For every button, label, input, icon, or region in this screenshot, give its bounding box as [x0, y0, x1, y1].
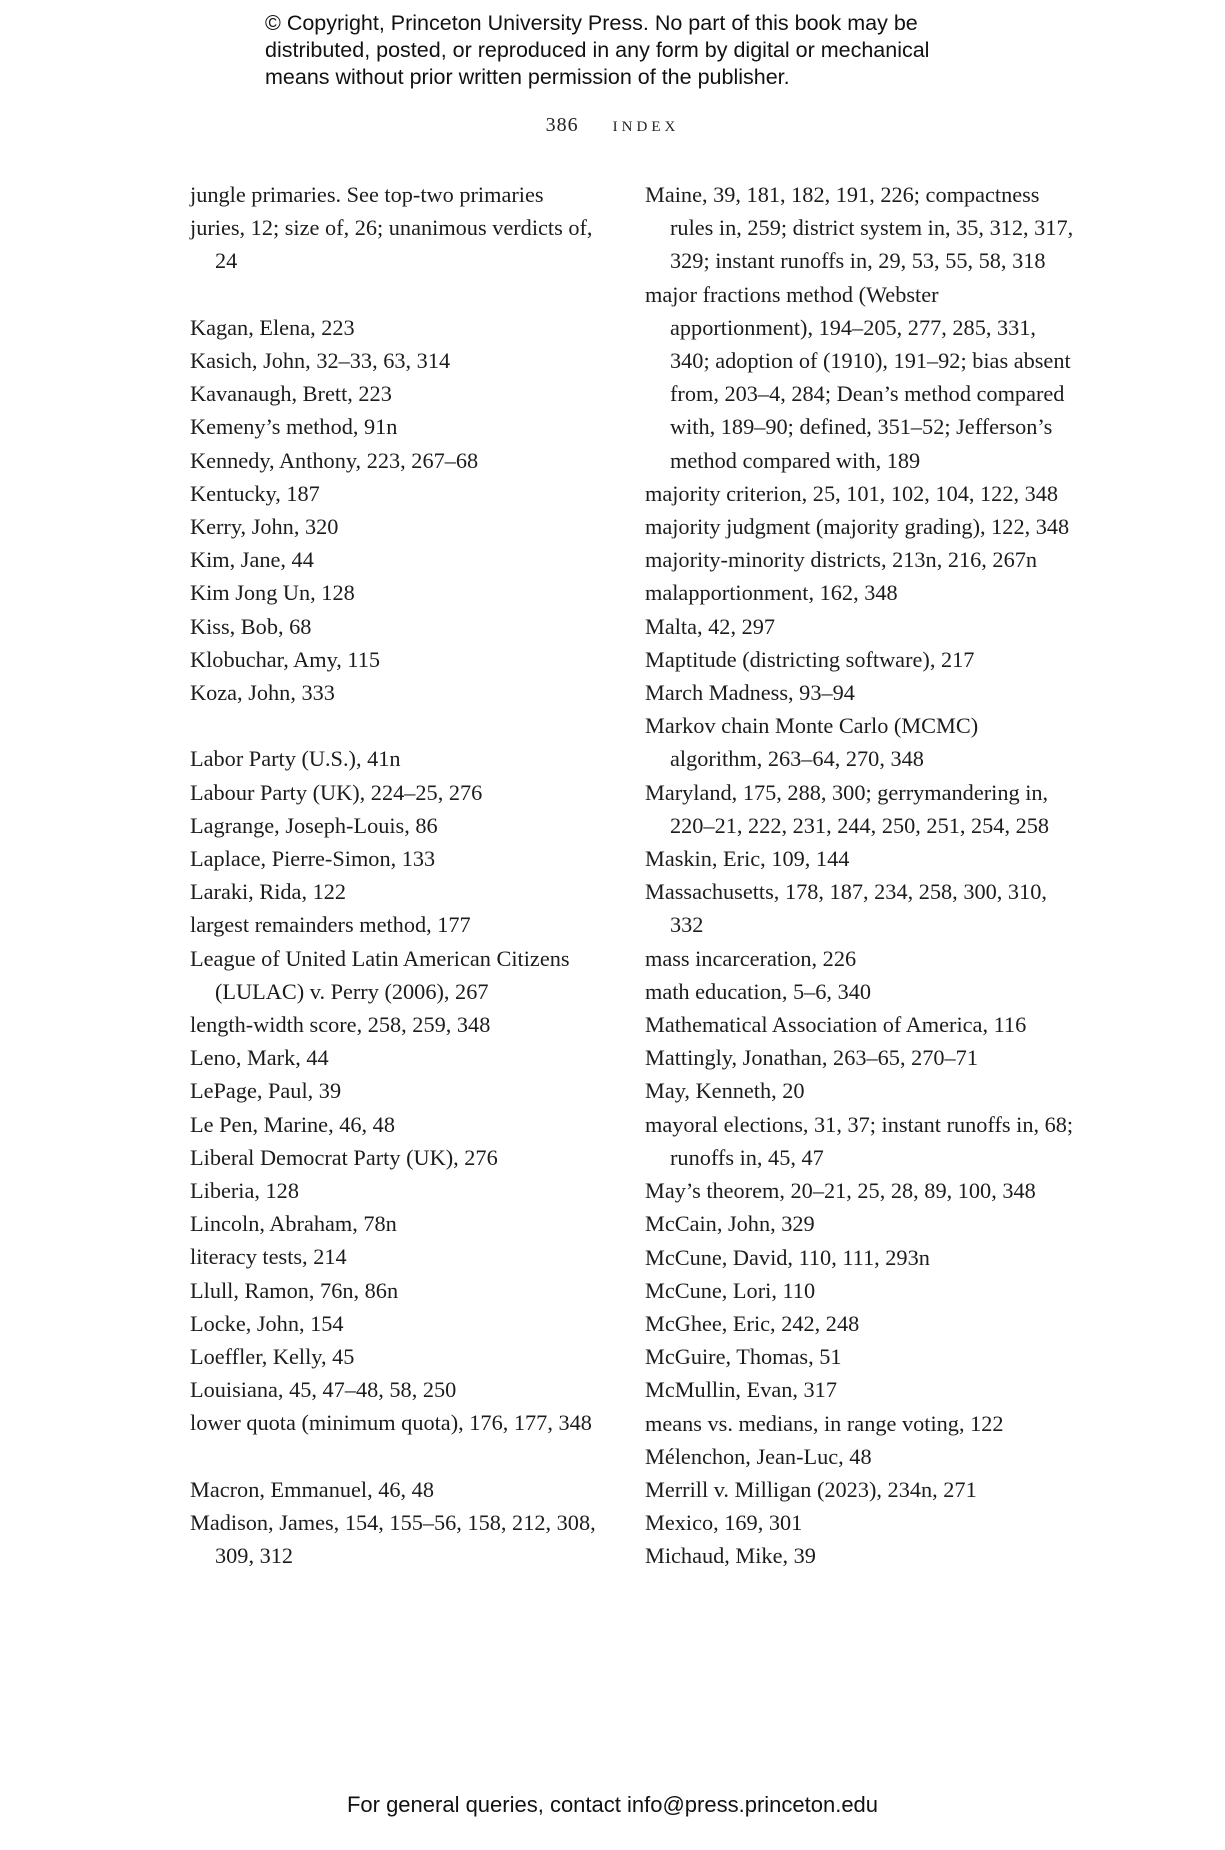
index-entry: McCune, David, 110, 111, 293n [645, 1244, 930, 1270]
index-entry: mayoral elections, 31, 37; instant runoffs in, 68; runoffs in, 45, 47 [645, 1111, 1074, 1170]
index-entry: Klobuchar, Amy, 115 [190, 646, 381, 672]
page-title: index [612, 112, 680, 136]
index-entry: Le Pen, Marine, 46, 48 [190, 1111, 395, 1137]
index-entry: McGuire, Thomas, 51 [645, 1344, 842, 1370]
index-entry: Liberal Democrat Party (UK), 276 [190, 1144, 498, 1170]
letter-group-spacer [190, 709, 610, 742]
index-entry: juries, 12; size of, 26; unanimous verdicts of, 24 [190, 215, 593, 274]
index-entry: Madison, James, 154, 155–56, 158, 212, 308, 309, 312 [190, 1510, 596, 1569]
index-entry: McGhee, Eric, 242, 248 [645, 1310, 860, 1336]
index-entry: majority-minority districts, 213n, 216, 267n [645, 547, 1038, 573]
index-entry: Kim, Jane, 44 [190, 547, 314, 573]
copyright-line: distributed, posted, or reproduced in any form by digital or mechanical [265, 38, 930, 62]
index-entry: Maskin, Eric, 109, 144 [645, 846, 850, 872]
index-entry: Michaud, Mike, 39 [645, 1543, 816, 1569]
copyright-line: means without prior written permission of the publisher. [265, 65, 790, 89]
index-entry: Kasich, John, 32–33, 63, 314 [190, 348, 451, 373]
index-entry: Maine, 39, 181, 182, 191, 226; compactness rules in, 259; district system in, 35, 312, 317, 329; instant runoffs in, 29, 53, 55, 58, 318 [645, 182, 1074, 274]
index-entry: McCain, John, 329 [645, 1211, 815, 1237]
index-entry: Merrill v. Milligan (2023), 234n, 271 [645, 1476, 977, 1502]
index-entry: mass incarceration, 226 [645, 945, 857, 971]
index-entry: Mexico, 169, 301 [645, 1510, 803, 1536]
index-entry: Lincoln, Abraham, 78n [190, 1211, 397, 1237]
index-entry: Lagrange, Joseph-Louis, 86 [190, 812, 438, 838]
index-entry: May’s theorem, 20–21, 25, 28, 89, 100, 348 [645, 1178, 1036, 1204]
letter-group-spacer [190, 278, 610, 311]
index-entry: Markov chain Monte Carlo (MCMC) algorithm, 263–64, 270, 348 [645, 713, 979, 772]
index-entry: LePage, Paul, 39 [190, 1078, 342, 1104]
index-entry: Kavanaugh, Brett, 223 [190, 381, 392, 407]
index-entry: Malta, 42, 297 [645, 613, 776, 639]
index-entry: Kemeny’s method, 91n [190, 414, 398, 440]
index-entry: Macron, Emmanuel, 46, 48 [190, 1476, 434, 1502]
index-entry: Massachusetts, 178, 187, 234, 258, 300, 310, 332 [645, 879, 1047, 938]
index-entry: Kerry, John, 320 [190, 514, 339, 540]
letter-group-spacer [190, 1440, 610, 1473]
index-entry: Kiss, Bob, 68 [190, 613, 312, 639]
copyright-notice [265, 10, 1025, 91]
index-entry: Mattingly, Jonathan, 263–65, 270–71 [645, 1045, 978, 1071]
index-entry: means vs. medians, in range voting, 122 [645, 1410, 1004, 1436]
index-entry: lower quota (minimum quota), 176, 177, 348 [190, 1410, 592, 1436]
index-entry: Laplace, Pierre-Simon, 133 [190, 846, 436, 872]
index-entry: length-width score, 258, 259, 348 [190, 1012, 491, 1038]
index-entry: Loeffler, Kelly, 45 [190, 1344, 355, 1370]
index-entry: Labour Party (UK), 224–25, 276 [190, 779, 483, 805]
index-column-left [190, 178, 610, 1572]
index-entry: McMullin, Evan, 317 [645, 1377, 837, 1403]
footer-contact: For general queries, contact info@press.princeton.edu [346, 1792, 879, 1817]
index-entry: Mélenchon, Jean-Luc, 48 [645, 1443, 872, 1469]
index-entry: March Madness, 93–94 [645, 680, 855, 706]
index-entry: McCune, Lori, 110 [645, 1277, 816, 1303]
index-column-right [645, 178, 1075, 1573]
index-entry: jungle primaries. See top-two primaries [190, 182, 544, 207]
index-entry: malapportionment, 162, 348 [645, 580, 898, 606]
index-entry: Laraki, Rida, 122 [190, 879, 347, 905]
index-entry: Leno, Mark, 44 [190, 1045, 329, 1071]
index-entry: Liberia, 128 [190, 1178, 299, 1204]
index-entry: Labor Party (U.S.), 41n [190, 746, 401, 772]
index-entry: Maptitude (districting software), 217 [645, 646, 975, 672]
index-entry: Louisiana, 45, 47–48, 58, 250 [190, 1377, 457, 1403]
page-number: 386 [545, 114, 579, 136]
index-entry: Llull, Ramon, 76n, 86n [190, 1277, 399, 1303]
index-entry: Mathematical Association of America, 116 [645, 1012, 1027, 1038]
index-entry: Kim Jong Un, 128 [190, 580, 355, 606]
index-entry: Kennedy, Anthony, 223, 267–68 [190, 447, 479, 473]
index-entry: Koza, John, 333 [190, 680, 335, 706]
index-entry: May, Kenneth, 20 [645, 1078, 805, 1104]
copyright-line: © Copyright, Princeton University Press. No part of this book may be [265, 11, 918, 35]
index-entry: majority judgment (majority grading), 122, 348 [645, 514, 1070, 540]
index-entry: Maryland, 175, 288, 300; gerrymandering in, 220–21, 222, 231, 244, 250, 251, 254, 258 [645, 779, 1050, 838]
index-entry: Locke, John, 154 [190, 1310, 344, 1336]
index-entry: math education, 5–6, 340 [645, 978, 872, 1004]
running-head [0, 112, 1225, 137]
index-entry: largest remainders method, 177 [190, 912, 471, 938]
index-entry: Kagan, Elena, 223 [190, 314, 355, 340]
index-entry: Kentucky, 187 [190, 480, 320, 506]
index-entry: literacy tests, 214 [190, 1244, 347, 1270]
index-entry: major fractions method (Webster apportionment), 194–205, 277, 285, 331, 340; adoption of (1910), 191–92; bias absent from, 203–4, 284; Dean’s method compared with, 189–90; defined, 351–52; Jefferson’s method compared with, 189 [645, 281, 1071, 473]
index-entry: majority criterion, 25, 101, 102, 104, 122, 348 [645, 480, 1059, 506]
index-entry: League of United Latin American Citizens (LULAC) v. Perry (2006), 267 [190, 945, 570, 1004]
